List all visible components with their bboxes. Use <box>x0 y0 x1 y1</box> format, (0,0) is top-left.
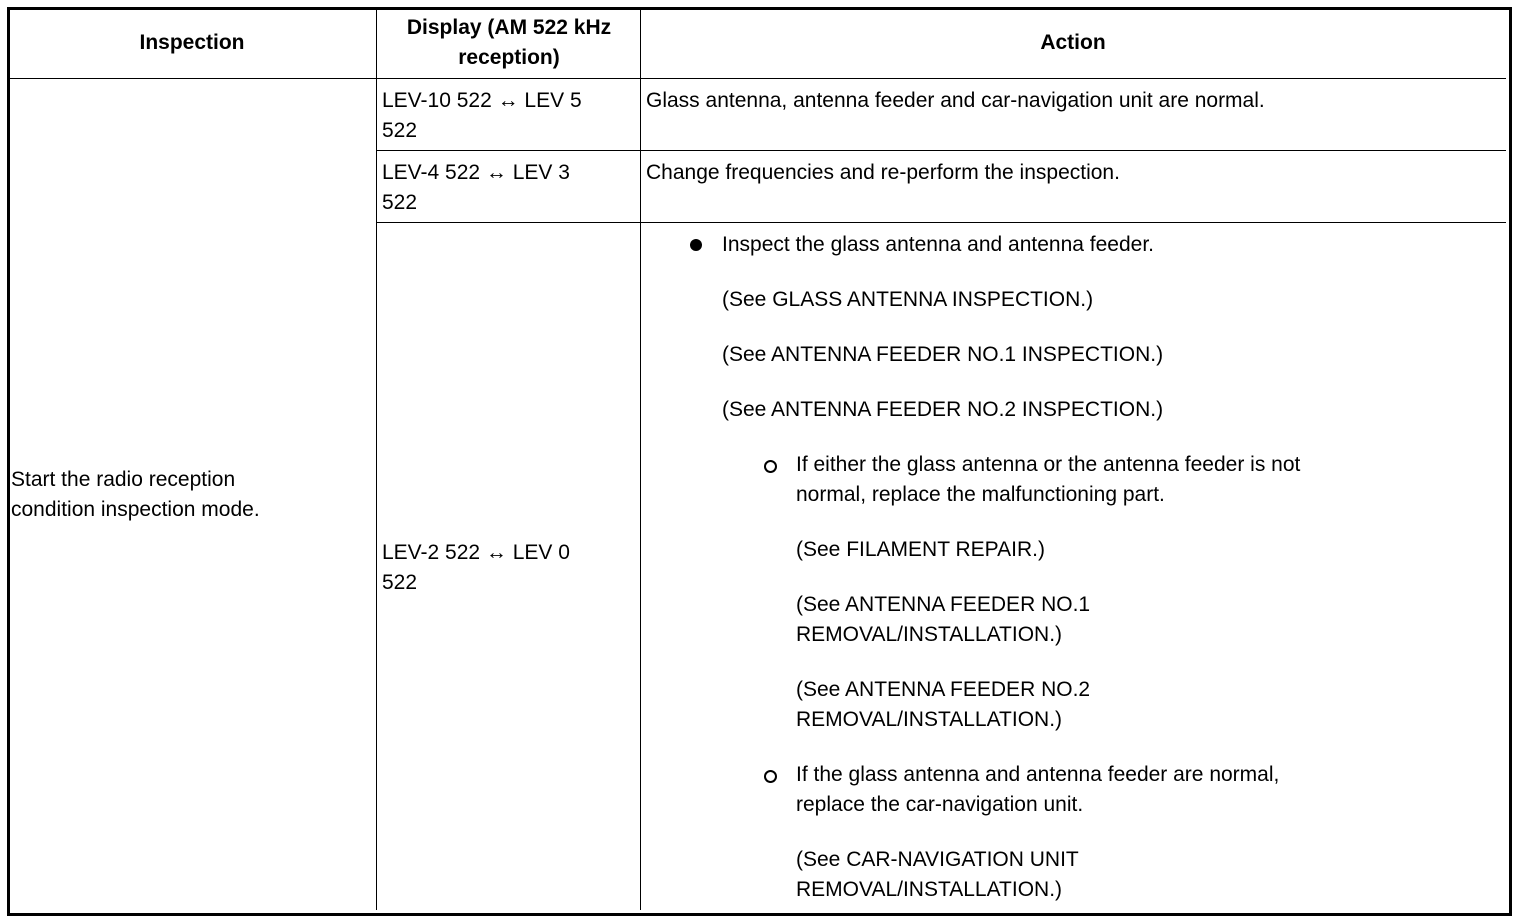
header-action: Action <box>1040 31 1106 54</box>
filled-bullet-icon <box>690 239 702 251</box>
ref-feeder-2-removal: (See ANTENNA FEEDER NO.2 REMOVAL/INSTALLATION.) <box>796 678 1091 731</box>
action-cell-2: Change frequencies and re-perform the inspection. <box>646 161 1120 184</box>
ref-feeder-1-removal: (See ANTENNA FEEDER NO.1 REMOVAL/INSTALLATION.) <box>796 593 1091 646</box>
ref-filament-repair: (See FILAMENT REPAIR.) <box>796 538 1045 561</box>
main-bullet-text: Inspect the glass antenna and antenna feeder. <box>722 233 1155 256</box>
sub-bullet-2-text: If the glass antenna and antenna feeder are normal, replace the car-navigation unit. <box>796 763 1280 816</box>
column-divider-2 <box>640 8 641 910</box>
column-divider-1 <box>376 8 377 910</box>
header-divider <box>8 78 1506 79</box>
action-cell-1: Glass antenna, antenna feeder and car-navigation unit are normal. <box>646 89 1265 112</box>
display-cell-3: LEV-2 522 ↔ LEV 0 522 <box>382 541 570 594</box>
hollow-bullet-icon <box>764 460 777 473</box>
inspection-cell: Start the radio reception condition inspection mode. <box>11 468 260 521</box>
hollow-bullet-icon <box>764 770 777 783</box>
display-cell-2: LEV-4 522 ↔ LEV 3 522 <box>382 161 570 214</box>
ref-glass-antenna-inspection: (See GLASS ANTENNA INSPECTION.) <box>722 288 1094 311</box>
ref-feeder-2-inspection: (See ANTENNA FEEDER NO.2 INSPECTION.) <box>722 398 1164 421</box>
ref-car-navigation-removal: (See CAR-NAVIGATION UNIT REMOVAL/INSTALLATION.) <box>796 848 1079 901</box>
header-inspection: Inspection <box>139 31 245 54</box>
row-divider-1 <box>377 150 1506 151</box>
header-display: Display (AM 522 kHz reception) <box>406 16 612 69</box>
ref-feeder-1-inspection: (See ANTENNA FEEDER NO.1 INSPECTION.) <box>722 343 1164 366</box>
sub-bullet-1-text: If either the glass antenna or the antenna feeder is not normal, replace the malfunctioning part. <box>796 453 1301 506</box>
display-cell-1: LEV-10 522 ↔ LEV 5 522 <box>382 89 582 142</box>
row-divider-2 <box>377 222 1506 223</box>
